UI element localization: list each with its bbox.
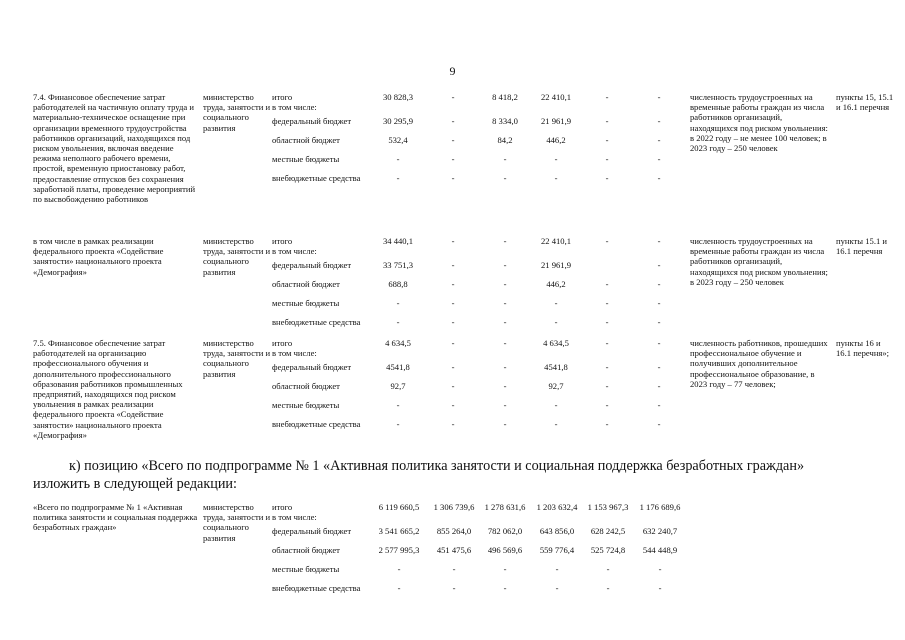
value-cell: - (554, 317, 558, 327)
value-cell: 1 203 632,4 (536, 502, 578, 512)
row-executor: министерство труда, занятости и социального развития (203, 338, 271, 379)
source-label: областной бюджет (272, 381, 340, 391)
value-cell: - (554, 400, 558, 410)
heading-line-1: к) позицию «Всего по подпрограмме № 1 «Активная политика занятости и социальная поддержка безработных граждан» (69, 458, 805, 474)
value-cell: 446,2 (546, 135, 566, 145)
value-cell: 33 751,3 (382, 260, 414, 270)
value-cell: 643 856,0 (539, 526, 575, 536)
source-label: федеральный бюджет (272, 116, 352, 126)
source-label: областной бюджет (272, 135, 340, 145)
row-description: 7.4. Финансовое обеспечение затрат работодателей на частичную оплату труда и материально-техническое оснащение при организации временного трудоустройства работников организаций, находящихся под риском увольнения, включая введение режима неполного рабочего времени, простой, временную приостановку работ, предоставление отпусков без сохранения заработной платы, проведение мероприятий по высвобождению работников (33, 92, 196, 205)
value-cell: - (396, 298, 400, 308)
value-cell: 525 724,8 (590, 545, 626, 555)
value-cell: 8 418,2 (492, 92, 518, 102)
value-cell: - (451, 92, 455, 102)
source-label: федеральный бюджет (272, 362, 352, 372)
value-cell: 6 119 660,5 (378, 502, 420, 512)
value-cell: 4 634,5 (543, 338, 569, 348)
value-cell: - (503, 154, 507, 164)
value-cell: 30 295,9 (382, 116, 414, 126)
source-label: внебюджетные средства (272, 173, 361, 183)
value-cell: 92,7 (390, 381, 406, 391)
value-cell: - (451, 116, 455, 126)
value-cell: - (657, 419, 661, 429)
heading-line-2: изложить в следующей редакции: (33, 475, 237, 492)
value-cell: 628 242,5 (590, 526, 626, 536)
row-indicator: численность работников, прошедших профессиональное обучение и получивших дополнительное профессиональное образование, в 2023 году – 77 человек; (690, 338, 828, 389)
value-cell: 1 176 689,6 (639, 502, 681, 512)
source-label: местные бюджеты (272, 400, 340, 410)
value-cell: 446,2 (546, 279, 566, 289)
value-cell: - (396, 317, 400, 327)
value-cell: - (605, 419, 609, 429)
value-cell: - (605, 116, 609, 126)
value-cell: - (657, 236, 661, 246)
value-cell: 782 062,0 (487, 526, 523, 536)
value-cell: - (503, 279, 507, 289)
value-cell: - (451, 279, 455, 289)
row-executor: министерство труда, занятости и социального развития (203, 236, 271, 277)
source-label: областной бюджет (272, 545, 340, 555)
value-cell: - (605, 279, 609, 289)
value-cell: 1 278 631,6 (484, 502, 526, 512)
value-cell: - (451, 260, 455, 270)
value-cell: 3 541 665,2 (378, 526, 420, 536)
value-cell: - (657, 279, 661, 289)
source-label: внебюджетные средства (272, 317, 361, 327)
value-cell: - (658, 583, 662, 593)
value-cell: 21 961,9 (540, 260, 572, 270)
value-cell: 688,8 (388, 279, 408, 289)
value-cell: 22 410,1 (540, 92, 572, 102)
value-cell: 496 569,6 (487, 545, 523, 555)
value-cell: - (451, 173, 455, 183)
value-cell: - (452, 583, 456, 593)
value-cell: - (452, 564, 456, 574)
value-cell: - (503, 381, 507, 391)
value-cell: 2 577 995,3 (378, 545, 420, 555)
value-cell: - (657, 338, 661, 348)
value-cell: 30 828,3 (382, 92, 414, 102)
value-cell: - (503, 260, 507, 270)
value-cell: - (503, 583, 507, 593)
value-cell: - (657, 362, 661, 372)
value-cell: - (605, 92, 609, 102)
value-cell: - (657, 260, 661, 270)
value-cell: - (555, 564, 559, 574)
value-cell: - (657, 116, 661, 126)
source-label: внебюджетные средства (272, 419, 361, 429)
value-cell: - (606, 583, 610, 593)
row-reference: пункты 15.1 и 16.1 перечня (836, 236, 888, 257)
value-cell: - (605, 381, 609, 391)
value-cell: 92,7 (548, 381, 564, 391)
value-cell: - (605, 400, 609, 410)
source-sublabel: в том числе: (272, 102, 317, 112)
value-cell: 1 306 739,6 (433, 502, 475, 512)
value-cell: - (657, 298, 661, 308)
value-cell: 4541,8 (544, 362, 568, 372)
value-cell: - (396, 173, 400, 183)
value-cell: - (451, 419, 455, 429)
value-cell: - (396, 400, 400, 410)
value-cell: - (451, 135, 455, 145)
value-cell: - (503, 338, 507, 348)
value-cell: - (503, 564, 507, 574)
source-label: местные бюджеты (272, 564, 340, 574)
row-indicator: численность трудоустроенных на временные работы граждан из числа работников организаций, находящихся под риском увольнения: в 2022 году – не менее 100 человек; в 2023 году – 250 человек (690, 92, 828, 154)
section-heading (33, 458, 893, 493)
source-label: внебюджетные средства (272, 583, 361, 593)
value-cell: - (657, 92, 661, 102)
value-cell: 855 264,0 (436, 526, 472, 536)
value-cell: - (503, 362, 507, 372)
source-label: местные бюджеты (272, 298, 340, 308)
value-cell: 4541,8 (386, 362, 410, 372)
total-description: «Всего по подпрограмме № 1 «Активная политика занятости и социальная поддержка безработных граждан» (33, 502, 198, 533)
value-cell: - (657, 154, 661, 164)
value-cell: 532,4 (388, 135, 408, 145)
value-cell: - (503, 173, 507, 183)
value-cell: - (397, 564, 401, 574)
value-cell: - (554, 173, 558, 183)
value-cell: - (555, 583, 559, 593)
value-cell: - (657, 381, 661, 391)
value-cell: 34 440,1 (382, 236, 414, 246)
value-cell: - (451, 381, 455, 391)
source-label: федеральный бюджет (272, 260, 352, 270)
value-cell: - (605, 298, 609, 308)
value-cell: 8 334,0 (492, 116, 518, 126)
value-cell: - (605, 173, 609, 183)
value-cell: 559 776,4 (539, 545, 575, 555)
value-cell: 451 475,6 (436, 545, 472, 555)
value-cell: - (503, 400, 507, 410)
row-reference: пункты 15, 15.1 и 16.1 перечня (836, 92, 894, 113)
value-cell: - (657, 317, 661, 327)
value-cell: 1 153 967,3 (587, 502, 629, 512)
value-cell: - (503, 298, 507, 308)
row-indicator: численность трудоустроенных на временные работы граждан из числа работников организаций, находящихся под риском увольнения; в 2023 году – 250 человек (690, 236, 828, 287)
value-cell: - (451, 362, 455, 372)
source-label: итого (272, 92, 293, 102)
row-executor: министерство труда, занятости и социального развития (203, 92, 271, 133)
value-cell: - (657, 135, 661, 145)
value-cell: - (451, 298, 455, 308)
value-cell: - (606, 564, 610, 574)
value-cell: - (396, 154, 400, 164)
value-cell: - (554, 419, 558, 429)
value-cell: - (605, 135, 609, 145)
value-cell: - (605, 317, 609, 327)
value-cell: 544 448,9 (642, 545, 678, 555)
source-label: итого (272, 502, 293, 512)
value-cell: - (451, 400, 455, 410)
value-cell: 84,2 (497, 135, 513, 145)
source-sublabel: в том числе: (272, 246, 317, 256)
total-executor: министерство труда, занятости и социального развития (203, 502, 271, 543)
value-cell: - (451, 317, 455, 327)
source-sublabel: в том числе: (272, 512, 317, 522)
value-cell: 632 240,7 (642, 526, 678, 536)
value-cell: - (503, 419, 507, 429)
value-cell: - (503, 317, 507, 327)
row-description: 7.5. Финансовое обеспечение затрат работодателей на организацию профессионального обучения и дополнительного профессионального образования работников промышленных предприятий, находящихся под риском увольнения в рамках реализации федерального проекта «Содействие занятости» национального проекта «Демография» (33, 338, 183, 440)
value-cell: - (657, 173, 661, 183)
value-cell: - (451, 154, 455, 164)
source-label: федеральный бюджет (272, 526, 352, 536)
page-number: 9 (449, 64, 456, 78)
value-cell: 21 961,9 (540, 116, 572, 126)
source-label: итого (272, 236, 293, 246)
value-cell: - (657, 400, 661, 410)
value-cell: - (605, 362, 609, 372)
source-sublabel: в том числе: (272, 348, 317, 358)
row-description: в том числе в рамках реализации федерального проекта «Содействие занятости» национального проекта «Демография» (33, 236, 164, 277)
value-cell: - (605, 154, 609, 164)
value-cell: - (605, 236, 609, 246)
row-reference: пункты 16 и 16.1 перечня»; (836, 338, 890, 359)
source-label: итого (272, 338, 293, 348)
value-cell: - (397, 583, 401, 593)
value-cell: - (658, 564, 662, 574)
value-cell: - (451, 236, 455, 246)
value-cell: 22 410,1 (540, 236, 572, 246)
value-cell: - (503, 236, 507, 246)
value-cell: 4 634,5 (385, 338, 411, 348)
source-label: местные бюджеты (272, 154, 340, 164)
value-cell: - (554, 154, 558, 164)
value-cell: - (605, 338, 609, 348)
value-cell: - (554, 298, 558, 308)
value-cell: - (396, 419, 400, 429)
source-label: областной бюджет (272, 279, 340, 289)
value-cell: - (451, 338, 455, 348)
